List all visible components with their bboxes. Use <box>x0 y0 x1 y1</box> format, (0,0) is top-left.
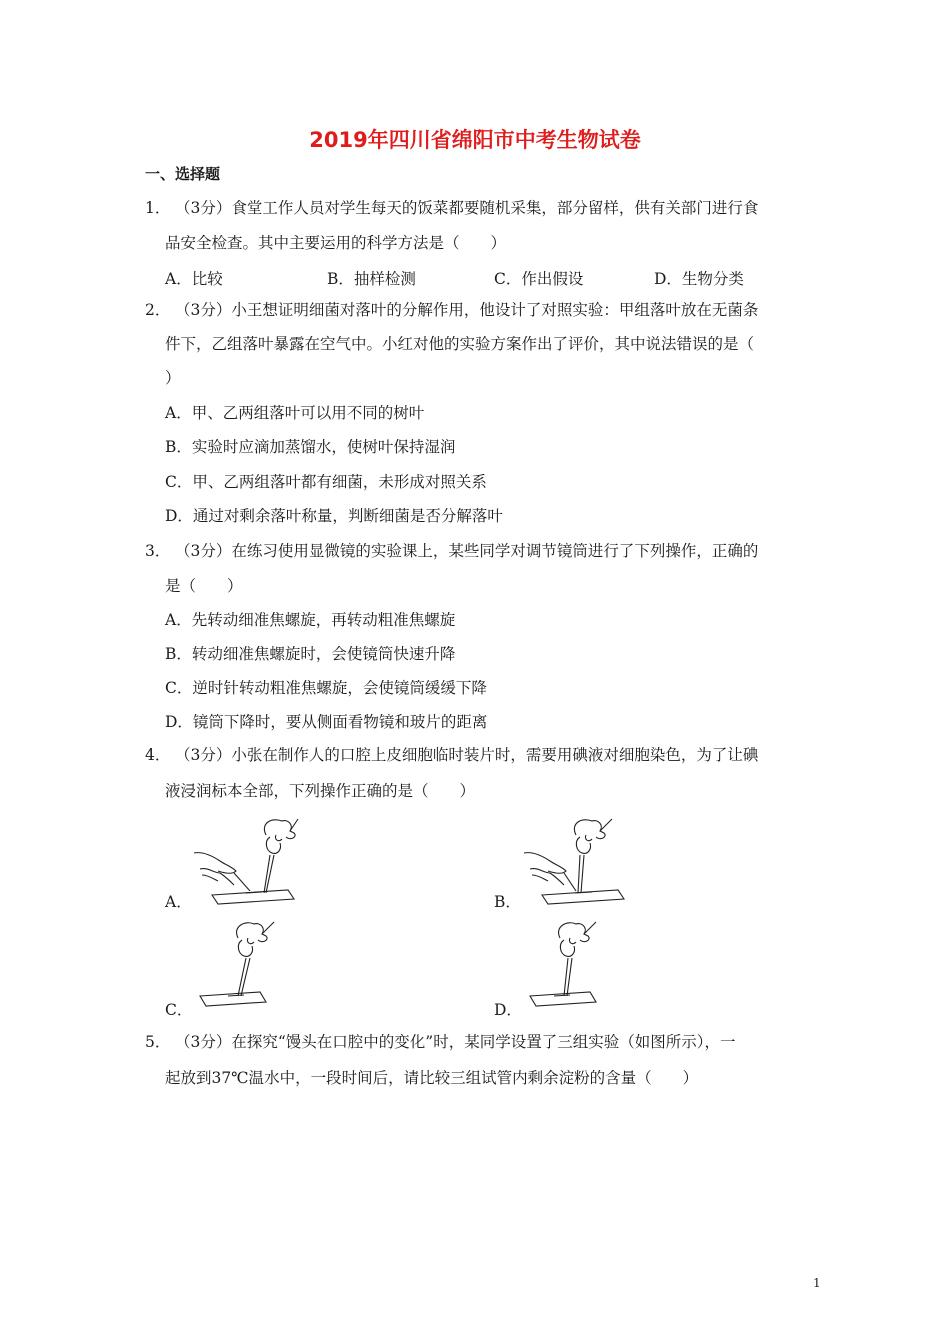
question-number: 3． <box>145 542 171 560</box>
dropper-with-needle-image <box>520 815 630 910</box>
option-d-label: D． <box>494 1001 522 1019</box>
question-text: （3分）小王想证明细菌对落叶的分解作用，他设计了对照实验：甲组落叶放在无菌条 <box>175 301 759 319</box>
question-text: （3分）食堂工作人员对学生每天的饭菜都要随机采集，部分留样，供有关部门进行食 <box>175 199 759 217</box>
question-text: 起放到37℃温水中，一段时间后，请比较三组试管内剩余淀粉的含量（ ） <box>165 1069 699 1087</box>
page-number: 1 <box>813 1276 821 1290</box>
option-c-label: C． <box>165 1001 193 1019</box>
option-a: A．甲、乙两组落叶可以用不同的树叶 <box>165 404 425 422</box>
option-d: D．镜筒下降时，要从侧面看物镜和玻片的距离 <box>165 713 488 731</box>
option-a-label: A． <box>165 893 192 911</box>
question-text: ） <box>165 369 181 387</box>
question-number: 4． <box>145 746 171 764</box>
question-number: 1． <box>145 199 171 217</box>
question-text: 件下，乙组落叶暴露在空气中。小红对他的实验方案作出了评价，其中说法错误的是（ <box>165 335 755 353</box>
question-text: （3分）小张在制作人的口腔上皮细胞临时装片时，需要用碘液对细胞染色，为了让碘 <box>175 746 759 764</box>
dropper-on-slide-image <box>520 920 610 1010</box>
option-d-illustration <box>520 920 610 1010</box>
option-b: B．抽样检测 <box>327 270 416 288</box>
option-b: B．实验时应滴加蒸馏水，使树叶保持湿润 <box>165 438 456 456</box>
question-text: （3分）在探究“馒头在口腔中的变化”时，某同学设置了三组实验（如图所示），一 <box>175 1033 736 1051</box>
option-c: C．作出假设 <box>494 270 584 288</box>
dropper-on-slide-image <box>190 920 280 1010</box>
option-b-illustration <box>520 815 630 910</box>
question-text: 液浸润标本全部，下列操作正确的是（ ） <box>165 782 476 800</box>
option-b: B．转动细准焦螺旋时，会使镜筒快速升降 <box>165 645 456 663</box>
question-text: 是（ ） <box>165 577 243 595</box>
option-d: D．生物分类 <box>654 270 744 288</box>
option-a: A．先转动细准焦螺旋，再转动粗准焦螺旋 <box>165 611 456 629</box>
question-number: 5． <box>145 1033 171 1051</box>
dropper-with-needle-image <box>190 815 300 910</box>
option-c-illustration <box>190 920 280 1010</box>
option-c: C．逆时针转动粗准焦螺旋，会使镜筒缓缓下降 <box>165 679 487 697</box>
question-number: 2． <box>145 301 171 319</box>
option-a-illustration <box>190 815 300 910</box>
option-b-label: B． <box>494 893 521 911</box>
question-text: （3分）在练习使用显微镜的实验课上，某些同学对调节镜筒进行了下列操作，正确的 <box>175 542 759 560</box>
page-title: 2019年四川省绵阳市中考生物试卷 <box>309 128 641 152</box>
option-a: A．比较 <box>165 270 223 288</box>
option-c: C．甲、乙两组落叶都有细菌，未形成对照关系 <box>165 473 487 491</box>
section-heading: 一、选择题 <box>145 165 221 183</box>
question-text: 品安全检查。其中主要运用的科学方法是（ ） <box>165 234 507 252</box>
option-d: D．通过对剩余落叶称量，判断细菌是否分解落叶 <box>165 507 503 525</box>
